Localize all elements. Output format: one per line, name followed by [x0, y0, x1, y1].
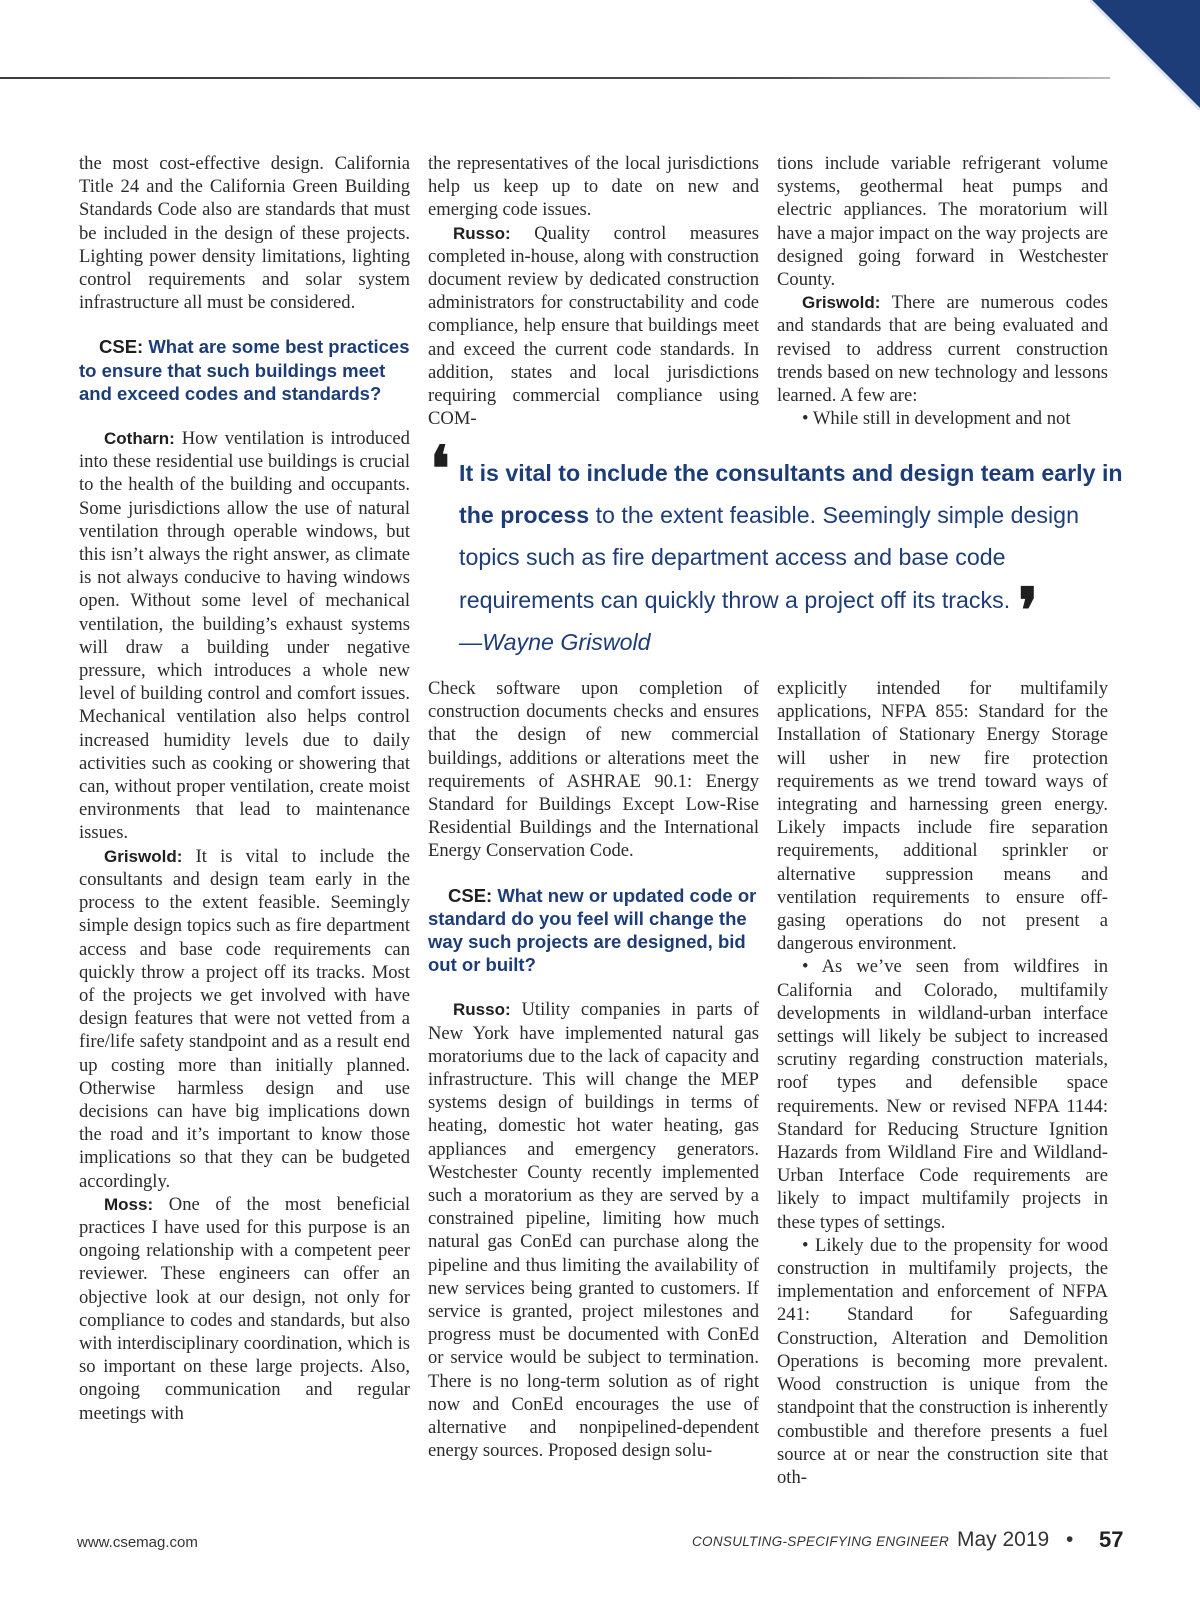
issue-date: May 2019 [957, 1528, 1050, 1551]
page-footer [0, 1528, 1200, 1558]
pull-quote-attribution: —Wayne Griswold [459, 628, 651, 655]
answer-text: There are numerous codes and standards that are being evaluated and revised to address current construction trends based on new technology and lessons learned. A few are: [777, 292, 1108, 407]
speaker-cotharn: Cotharn: [104, 429, 175, 449]
col3-bullet-3: • Likely due to the propensity for wood construction in multifamily projects, the implementation and enforcement of NFPA 241: Standard for Safeguarding Construction, Alteration and Demolition Operations is becoming more prevalent. Wood construction is unique from the standpoint that the construction is inherently combustible and therefore presents a fuel source at or near the construction site that oth- [777, 1234, 1109, 1488]
pull-quote-text: It is vital to include the consultants and design team early in the process to the extent feasible. Seemingly simple design topics such as fire department access and base code requirements can quickly throw a project off its tracks. ❜ [459, 460, 1123, 647]
question-1-label: CSE: [99, 336, 144, 358]
page-number: 57 [1099, 1527, 1124, 1552]
question-1-text: What are some best practices to ensure that such buildings meet and exceed codes and standards? [79, 336, 410, 404]
question-2-label: CSE: [448, 884, 493, 906]
answer-text: It is vital to include the consultants and design team early in the process to the extent feasible. Seemingly simple design topics such as fire department access and base code requirements can quickly throw a project off its tracks. Most of the projects we get involved with have design features that were not vetted from a fire/life safety standpoint and as a result end up costing more than initially planned. Otherwise harmless design and use decisions can have big implications down the road and it’s important to know those implications so that they can be budgeted accordingly. [79, 845, 410, 1192]
speaker-russo: Russo: [453, 223, 511, 243]
col2-paragraph-1: the representatives of the local jurisdictions help us keep up to date on new and emerging code issues. [428, 153, 759, 221]
col1-paragraph-cotharn [79, 427, 410, 845]
column-3-bottom [777, 677, 1108, 1489]
col1-paragraph-griswold [79, 845, 410, 1193]
col2-bottom-paragraph-1: Check software upon completion of construction documents checks and ensures that the design of new commercial buildings, additions or alterations meet the requirements of ASHRAE 90.1: Energy Standard for Buildings Except Low-Rise Residential Buildings and the International Energy Conservation Code. [428, 678, 759, 862]
col3-bullet-1: • While still in development and not [802, 408, 1071, 430]
question-1 [79, 335, 410, 405]
question-2-text: What new or updated code or standard do you feel will change the way such projects are designed, bid out or built? [428, 884, 757, 976]
answer-text: How ventilation is introduced into these residential use buildings is crucial to the health of the building and occupants. Some jurisdictions allow the use of natural ventilation through operable windows, but this isn’t always the right answer, as climate is not always conducive to having windows open. Without some level of mechanical ventilation, the building’s exhaust systems will draw a building under negative pressure, which introduces a whole new level of building control and comfort issues. Mechanical ventilation also helps control increased humidity levels due to daily activities such as cooking or showering that can, without proper ventilation, create moist environments that lead to maintenance issues. [79, 428, 410, 844]
col2-paragraph-russo [428, 222, 759, 431]
column-3-top [777, 152, 1108, 430]
speaker-griswold: Griswold: [802, 293, 881, 313]
speaker-moss: Moss: [104, 1194, 154, 1214]
pull-quote-bold: It is vital to include the consultants and design team early in the process [459, 460, 1123, 529]
open-quote-icon: ❛ [430, 432, 450, 505]
column-2-bottom [428, 677, 759, 1463]
pull-quote [430, 432, 1136, 663]
col3-bullet-2: • As we’ve seen from wildfires in California and Colorado, multifamily developments in wildland-urban interface settings will likely be subject to increased scrutiny regarding construction materials, roof types and defensible space requirements. New or revised NFPA 1144: Standard for Reducing Structure Ignition Hazards from Wildland Fire and Wildland-Urban Interface Code requirements are likely to impact multifamily projects in these types of settings. [777, 956, 1108, 1233]
column-1 [79, 152, 410, 1425]
col2-bottom-paragraph-russo [428, 998, 759, 1462]
header-rule [0, 77, 1110, 79]
magazine-name: CONSULTING-SPECIFYING ENGINEER [692, 1534, 950, 1549]
corner-triangle [1090, 0, 1200, 110]
col3-bottom-paragraph-1: explicitly intended for multifamily applications, NFPA 855: Standard for the Installation of Stationary Energy Storage will usher in new fire protection requirements as we trend toward ways of integrating and harnessing green energy. Likely impacts include fire separation requirements, additional sprinkler or alternative suppression means and ventilation requirements to ensure off-gasing operations do not present a dangerous environment. [777, 678, 1108, 955]
col3-paragraph-1: tions include variable refrigerant volume systems, geothermal heat pumps and electric appliances. The moratorium will have a major impact on the way projects are designed going forward in Westchester County. [777, 153, 1108, 291]
footer-separator: • [1066, 1528, 1074, 1551]
answer-text: Utility companies in parts of New York have implemented natural gas moratoriums due to the lack of capacity and infrastructure. This will change the MEP systems design of buildings in terms of heating, domestic hot water heating, gas appliances and emergency generators. Westchester County recently implemented such a moratorium as they are served by a constrained pipeline, limiting how much natural gas ConEd can purchase along the pipeline and thus limiting the availability of new services being granted to customers. If service is granted, project milestones and progress must be documented with ConEd or service would be subject to termination. There is no long-term solution as of right now and ConEd encourages the use of alternative and nonpipelined-dependent energy sources. Proposed design solu- [428, 999, 759, 1462]
col1-paragraph-moss [79, 1193, 410, 1425]
pull-quote-rest: to the extent feasible. Seemingly simple design topics such as fire department access and base code requirements can quickly throw a project off its tracks. [459, 502, 1079, 613]
answer-text: Quality control measures completed in-house, along with construction document review by dedicated construction administrators for constructability and code compliance, help ensure that buildings meet and exceed the current code standards. In addition, states and local jurisdictions requiring commercial compliance using COM- [428, 222, 760, 430]
column-2-top [428, 152, 759, 430]
speaker-russo: Russo: [453, 1000, 511, 1020]
col1-paragraph-1: the most cost-effective design. California Title 24 and the California Green Building Standards Code also are standards that must be included in the design of these projects. Lighting power density limitations, lighting control requirements and solar system infrastructure all must be considered. [79, 153, 410, 314]
answer-text: One of the most beneficial practices I have used for this purpose is an ongoing relationship with a competent peer reviewer. These engineers can offer an objective look at our design, not only for compliance to codes and standards, but also with interdisciplinary coordination, which is so important on these large projects. Also, ongoing communication and regular meetings with [79, 1193, 411, 1424]
website-link[interactable]: www.csemag.com [77, 1534, 198, 1551]
col3-paragraph-griswold [777, 291, 1108, 407]
question-2 [428, 884, 759, 977]
speaker-griswold: Griswold: [104, 846, 183, 866]
